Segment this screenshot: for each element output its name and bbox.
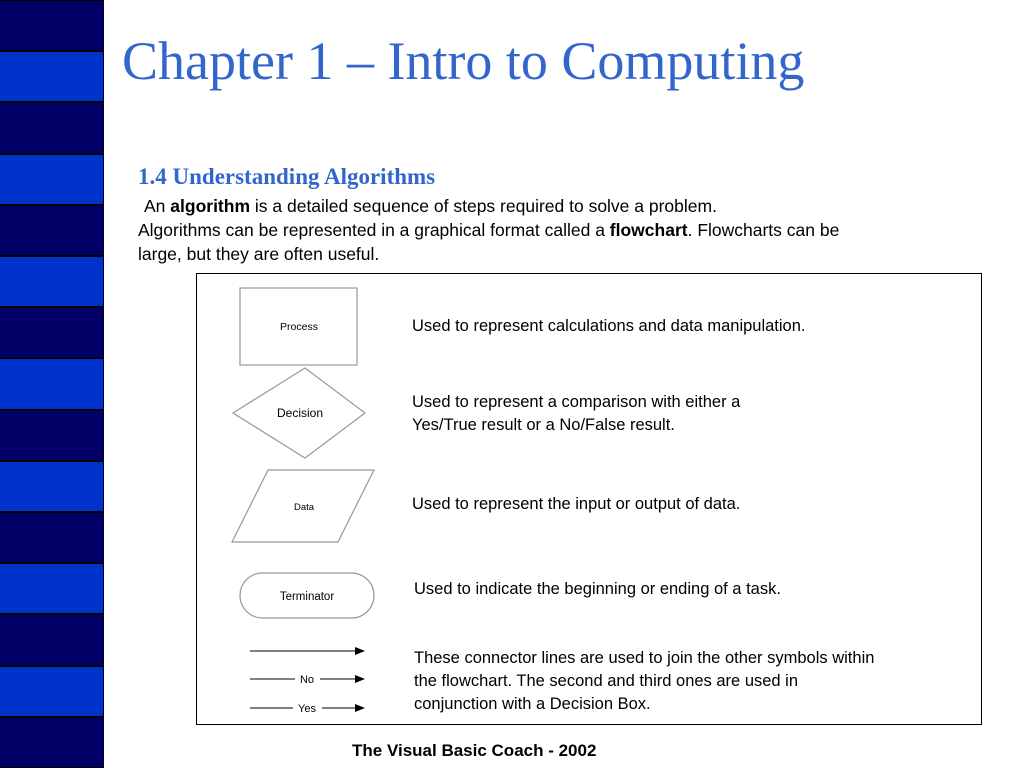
description-line: These connector lines are used to join the other symbols within bbox=[414, 649, 875, 667]
data-label: Data bbox=[293, 502, 315, 513]
sidebar-stripe bbox=[0, 666, 103, 717]
process-label: Process bbox=[280, 321, 318, 333]
intro-line bbox=[138, 219, 839, 241]
sidebar-stripe bbox=[0, 0, 103, 51]
decision-symbol bbox=[233, 368, 365, 458]
intro-text: Algorithms can be represented in a graphical format called a bbox=[138, 220, 610, 240]
description-line: the flowchart. The second and third ones are used in bbox=[414, 672, 799, 690]
flowchart-symbols-panel bbox=[196, 273, 982, 725]
sidebar-stripes bbox=[0, 0, 104, 768]
description-line: Used to represent calculations and data manipulation. bbox=[412, 317, 806, 335]
description-line: Used to indicate the beginning or ending of a task. bbox=[414, 580, 781, 598]
intro-line bbox=[144, 195, 717, 217]
sidebar-stripe bbox=[0, 154, 103, 205]
data-description bbox=[412, 493, 740, 516]
sidebar-stripe bbox=[0, 410, 103, 461]
sidebar-stripe bbox=[0, 102, 103, 153]
sidebar-stripe bbox=[0, 51, 103, 102]
intro-text: . Flowcharts can be bbox=[687, 220, 840, 240]
description-line: Used to represent the input or output of data. bbox=[412, 495, 741, 513]
sidebar-stripe bbox=[0, 358, 103, 409]
description-line: Yes/True result or a No/False result. bbox=[412, 416, 675, 434]
intro-line: large, but they are often useful. bbox=[138, 244, 380, 264]
decision-label: Decision bbox=[276, 406, 324, 420]
description-line: Used to represent a comparison with either a bbox=[412, 393, 741, 411]
process-description bbox=[412, 315, 806, 338]
connector-no-label: No bbox=[299, 674, 315, 686]
sidebar-stripe bbox=[0, 307, 103, 358]
terminator-label: Terminator bbox=[279, 591, 335, 603]
sidebar-stripe bbox=[0, 461, 103, 512]
process-symbol bbox=[240, 288, 357, 365]
intro-text: An bbox=[144, 196, 171, 216]
sidebar-stripe bbox=[0, 563, 103, 614]
data-symbol bbox=[232, 470, 374, 542]
description-line: conjunction with a Decision Box. bbox=[414, 695, 651, 713]
terminator-description bbox=[414, 578, 781, 601]
sidebar-stripe bbox=[0, 614, 103, 665]
term-flowchart: flowchart bbox=[609, 220, 688, 240]
decision-description bbox=[412, 391, 740, 437]
sidebar-stripe bbox=[0, 256, 103, 307]
connector-description bbox=[414, 647, 874, 716]
terminator-symbol bbox=[240, 573, 374, 618]
connector-symbols bbox=[250, 651, 364, 715]
section-heading: 1.4 Understanding Algorithms bbox=[138, 164, 436, 189]
slide-title: Chapter 1 – Intro to Computing bbox=[122, 31, 805, 91]
term-algorithm: algorithm bbox=[170, 196, 251, 216]
sidebar-stripe bbox=[0, 512, 103, 563]
footer-credit: The Visual Basic Coach - 2002 bbox=[352, 741, 597, 760]
connector-yes-label: Yes bbox=[298, 703, 316, 715]
intro-text: is a detailed sequence of steps required to solve a problem. bbox=[250, 196, 717, 216]
sidebar-stripe bbox=[0, 205, 103, 256]
sidebar-stripe bbox=[0, 717, 103, 768]
